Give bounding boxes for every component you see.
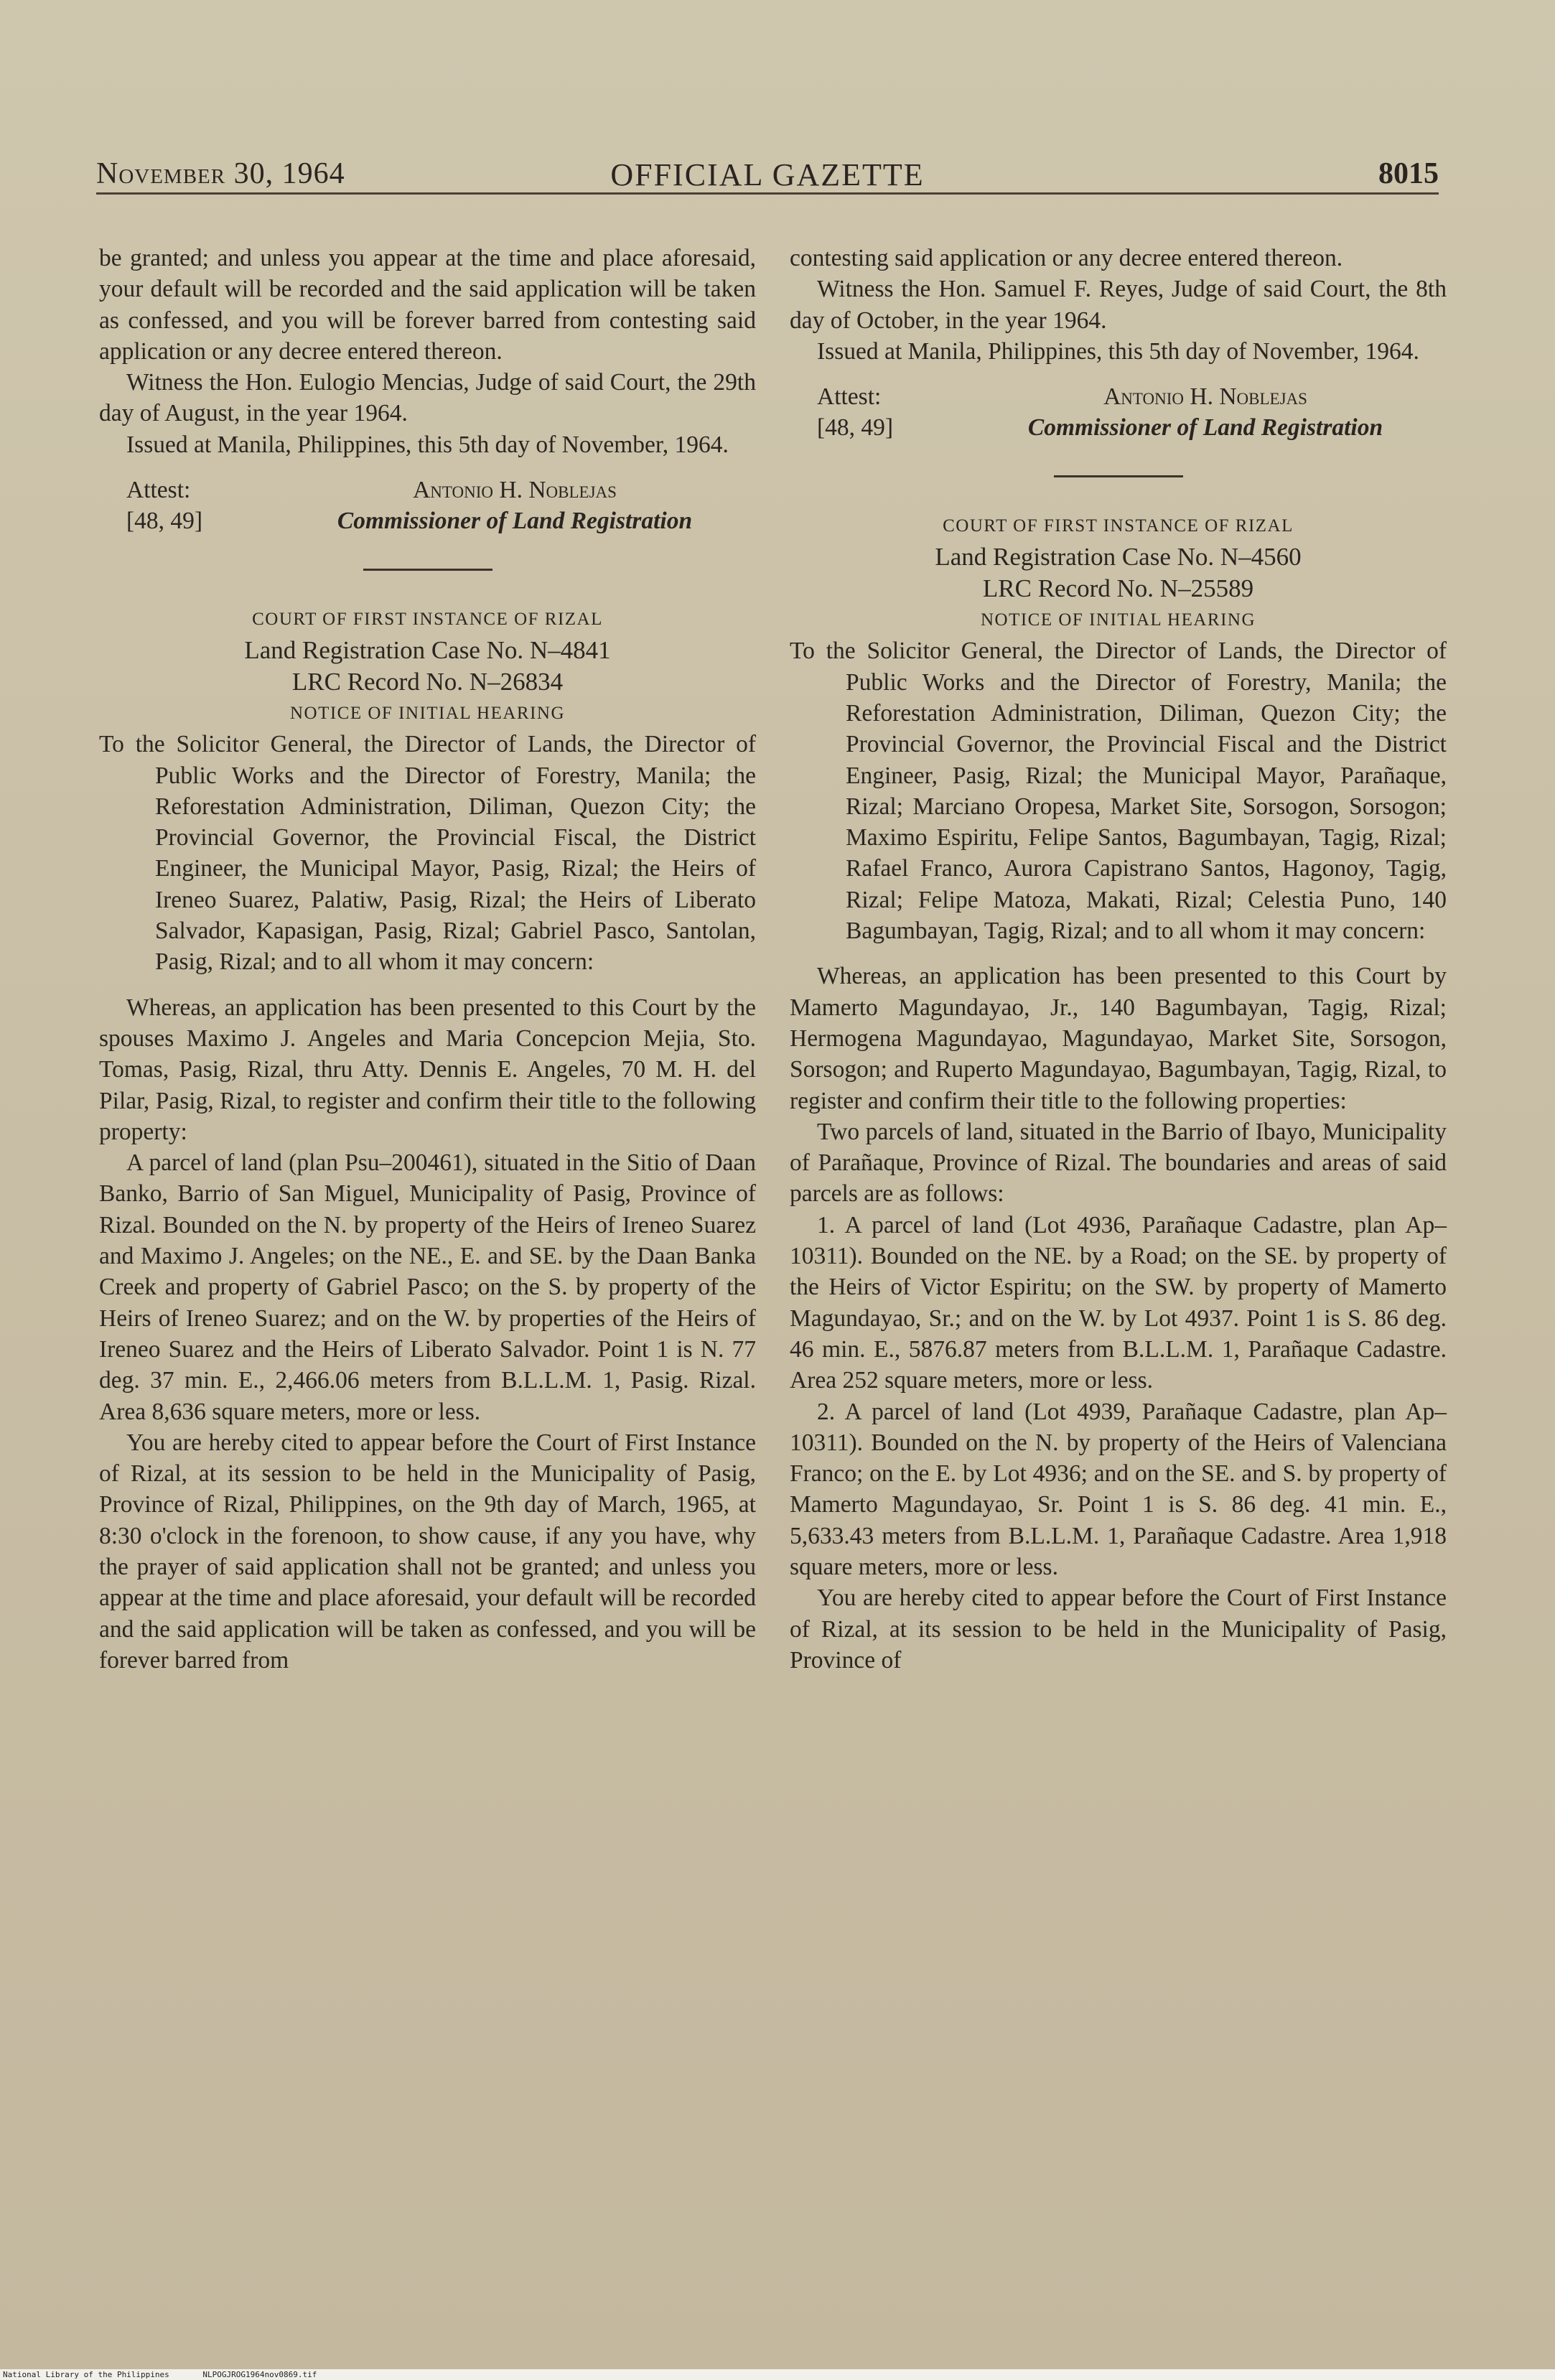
notice-heading: NOTICE OF INITIAL HEARING	[289, 703, 566, 723]
case-number: Land Registration Case No. N–4560	[935, 543, 1302, 571]
continued-paragraph: contesting said application or any decree entered thereon.	[790, 245, 1343, 271]
attest-title-line	[99, 505, 756, 536]
file-name: NLPOGJROG1964nov0869.tif	[202, 2370, 317, 2379]
court-heading: COURT OF FIRST INSTANCE OF RIZAL	[252, 609, 603, 629]
left-column	[99, 243, 756, 1676]
continued-paragraph: be granted; and unless you appear at the time and place aforesaid, your default will be recorded and the said application will be taken as confessed, and you will be forever barred from contesting said application or any decree entered thereon.	[99, 245, 756, 365]
lrc-record: LRC Record No. N–25589	[982, 574, 1254, 603]
parcel-2-paragraph: 2. A parcel of land (Lot 4939, Parañaque Cadastre, plan Ap–10311). Bounded on the N. by property of the Heirs of Valenciana Franco; on the E. by Lot 4936; and on the SE. and S. by property of Mamerto Magundayao, Sr. Point 1 is S. 86 deg. 41 min. E., 5,633.43 meters from B.L.L.M. 1, Parañaque Cadastre. Area 1,918 square meters, more or less.	[790, 1398, 1447, 1580]
issued-paragraph: Issued at Manila, Philippines, this 5th day of November, 1964.	[817, 337, 1419, 365]
witness-paragraph: Witness the Hon. Samuel F. Reyes, Judge of said Court, the 8th day of October, in the year 1964.	[790, 276, 1447, 334]
page-number: 8015	[1378, 157, 1439, 190]
addressees-paragraph: To the Solicitor General, the Director of Lands, the Director of Public Works and the Director of Forestry, Manila; the Reforestation Administration, Diliman, Quezon City; the Provincial Governor, the Provincial Fiscal and the District Engineer, Pasig, Rizal; the Municipal Mayor, Parañaque, Rizal; Marciano Oropesa, Market Site, Sorsogon, Sorsogon; Maximo Espiritu, Felipe Santos, Bagumbayan, Tagig, Rizal; Rafael Franco, Aurora Capistrano Santos, Hagonoy, Tagig, Rizal; Felipe Matoza, Makati, Rizal; Celestia Puno, 140 Bagumbayan, Tagig, Rizal; and to all whom it may concern:	[790, 638, 1447, 945]
addressees-paragraph: To the Solicitor General, the Director of Lands, the Director of Public Works and the Director of Forestry, Manila; the Reforestation Administration, Diliman, Quezon City; the Provincial Governor, the Provincial Fiscal, the District Engineer, the Municipal Mayor, Pasig, Rizal; the Heirs of Ireneo Suarez, Palatiw, Pasig, Rizal; the Heirs of Liberato Salvador, Kapasigan, Pasig, Rizal; Gabriel Pasco, Santolan, Pasig, Rizal; and to all whom it may concern:	[99, 731, 756, 976]
gazette-title: OFFICIAL GAZETTE	[610, 157, 925, 192]
witness-paragraph: Witness the Hon. Eulogio Mencias, Judge of said Court, the 29th day of August, in the year 1964.	[99, 369, 756, 427]
issue-date: November 30, 1964	[96, 157, 345, 190]
header-rule	[96, 192, 1439, 195]
whereas-paragraph: Whereas, an application has been presented to this Court by the spouses Maximo J. Angeles and Maria Concepcion Mejia, Sto. Tomas, Pasig, Rizal, thru Atty. Dennis E. Angeles, 70 M. H. del Pilar, Pasig, Rizal, to register and confirm their title to the following property:	[99, 994, 756, 1145]
attest-name: Antonio H. Noblejas	[413, 477, 617, 504]
section-divider	[1054, 475, 1183, 477]
case-number: Land Registration Case No. N–4841	[244, 635, 611, 664]
parcel-paragraph: A parcel of land (plan Psu–200461), situated in the Sitio of Daan Banko, Barrio of San Miguel, Municipality of Pasig, Province of Rizal. Bounded on the N. by property of the Heirs of Ireneo Suarez and Maximo J. Angeles; on the NE., E. and SE. by the Daan Banka Creek and property of Gabriel Pasco; on the S. by property of the Heirs of Ireneo Suarez; and on the W. by properties of the Heirs of Ireneo Suarez and the Heirs of Liberato Salvador. Point 1 is N. 77 deg. 37 min. E., 2,466.06 meters from B.L.L.M. 1, Pasig. Rizal. Area 8,636 square meters, more or less.	[99, 1149, 756, 1425]
attest-name: Antonio H. Noblejas	[1103, 383, 1307, 411]
issued-paragraph: Issued at Manila, Philippines, this 5th day of November, 1964.	[126, 431, 729, 458]
attest-title: Commissioner of Land Registration	[337, 508, 693, 535]
section-divider	[363, 569, 492, 571]
attest-ref: [48, 49]	[817, 414, 894, 442]
attest-title: Commissioner of Land Registration	[1027, 414, 1383, 442]
cited-paragraph: You are hereby cited to appear before the Court of First Instance of Rizal, at its session to be held in the Municipality of Pasig, Province of Rizal, Philippines, on the 9th day of March, 1965, at 8:30 o'clock in the forenoon, to show cause, if any you have, why the prayer of said application shall not be granted; and unless you appear at the time and place aforesaid, your default will be recorded and the said application will be taken as confessed, and you will be forever barred from	[99, 1429, 756, 1674]
attest-line	[790, 381, 1447, 412]
attest-label: Attest:	[817, 383, 882, 411]
attest-ref: [48, 49]	[126, 508, 203, 535]
scan-footer	[0, 2369, 1555, 2380]
notice-heading: NOTICE OF INITIAL HEARING	[980, 610, 1256, 630]
attest-label: Attest:	[126, 477, 191, 504]
attest-title-line	[790, 412, 1447, 443]
attest-line	[99, 475, 756, 505]
right-column	[790, 243, 1447, 1676]
whereas-paragraph: Whereas, an application has been presented to this Court by Mamerto Magundayao, Jr., 140 Bagumbayan, Tagig, Rizal; Hermogena Magundayao, Magundayao, Market Site, Sorsogon, Sorsogon; and Ruperto Magundayao, Bagumbayan, Tagig, Rizal, to register and confirm their title to the following properties:	[790, 963, 1447, 1114]
court-heading: COURT OF FIRST INSTANCE OF RIZAL	[943, 515, 1294, 536]
cited-paragraph: You are hereby cited to appear before the Court of First Instance of Rizal, at its session to be held in the Municipality of Pasig, Province of	[790, 1585, 1447, 1674]
two-parcels-paragraph: Two parcels of land, situated in the Barrio of Ibayo, Municipality of Parañaque, Province of Rizal. The boundaries and areas of said parcels are as follows:	[790, 1118, 1447, 1208]
parcel-1-paragraph: 1. A parcel of land (Lot 4936, Parañaque Cadastre, plan Ap–10311). Bounded on the NE. by a Road; on the SE. by property of the Heirs of Victor Espiritu; on the SW. by property of Mamerto Magundayao, Sr.; and on the W. by Lot 4937. Point 1 is S. 86 deg. 46 min. E., 5876.87 meters from B.L.L.M. 1, Parañaque Cadastre. Area 252 square meters, more or less.	[790, 1211, 1447, 1394]
lrc-record: LRC Record No. N–26834	[291, 667, 564, 696]
library-name: National Library of the Philippines	[3, 2370, 169, 2379]
